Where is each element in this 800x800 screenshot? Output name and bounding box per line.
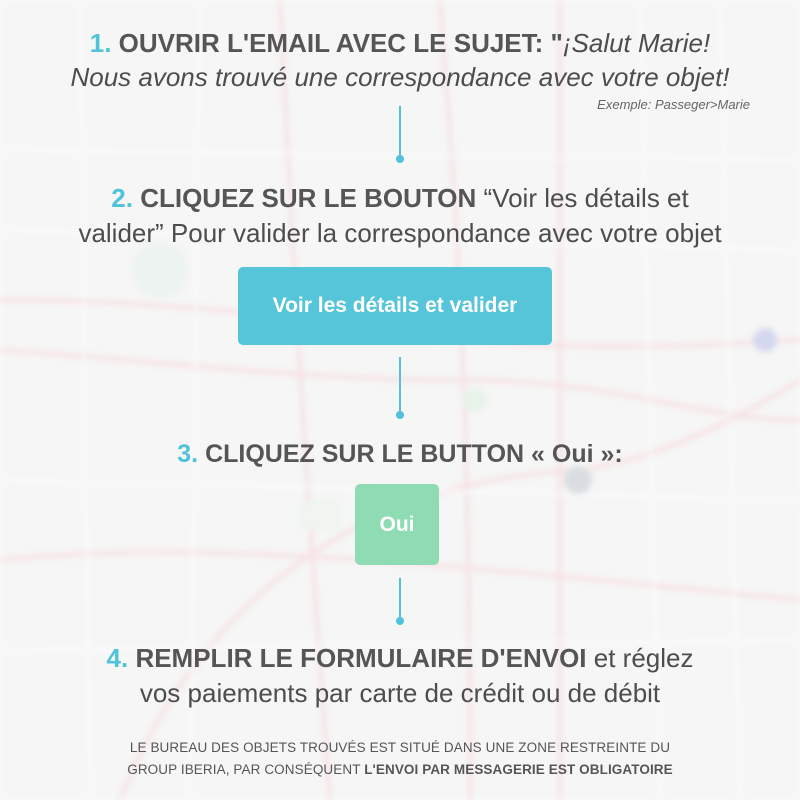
connector-line-2 [399, 357, 401, 412]
footer-notice-line2-start: GROUP IBERIA, PAR CONSÉQUENT [127, 762, 361, 777]
step-1-number: 1. [89, 28, 112, 58]
step-4-heading [0, 643, 800, 674]
step-4-text-line2: vos paiements par carte de crédit ou de débit [139, 678, 661, 708]
step-1-title: OUVRIR L'EMAIL AVEC LE SUJET: " [118, 28, 563, 58]
connector-line-3 [399, 578, 401, 618]
step-4-number: 4. [106, 643, 129, 673]
step-2-number: 2. [111, 183, 133, 213]
step-2-title: CLIQUEZ SUR LE BOUTON [140, 183, 477, 213]
step-3-heading [0, 440, 800, 469]
footer-notice-mandatory: L'ENVOI PAR MESSAGERIE EST OBLIGATOIRE [364, 762, 673, 777]
connector-line-1 [399, 106, 401, 156]
footer-notice-line2 [0, 762, 800, 777]
step-3-number: 3. [177, 440, 199, 468]
step-2-text-line2: valider” Pour valider la correspondance avec votre objet [78, 218, 722, 248]
step-1-subject-start: ¡Salut Marie! [562, 28, 711, 58]
step-2-heading [0, 183, 800, 214]
step-1-example: Exemple: Passeger>Marie [597, 97, 750, 112]
step-1-subject-line2: Nous avons trouvé une correspondance avec votre objet! [70, 62, 730, 92]
step-3-title: CLIQUEZ SUR LE BUTTON « Oui »: [205, 440, 623, 468]
connector-dot-1 [396, 155, 404, 163]
connector-dot-2 [396, 411, 404, 419]
step-2-text-line1: “Voir les détails et [483, 183, 689, 213]
view-details-and-validate-button[interactable]: Voir les détails et valider [238, 267, 552, 345]
connector-dot-3 [396, 617, 404, 625]
oui-button[interactable]: Oui [355, 484, 439, 565]
step-4-text-line1: et réglez [593, 643, 694, 673]
footer-notice-line1: LE BUREAU DES OBJETS TROUVÉS EST SITUÉ DANS UNE ZONE RESTREINTE DU [129, 740, 671, 755]
step-1-heading [0, 28, 800, 59]
step-4-title: REMPLIR LE FORMULAIRE D'ENVOI [135, 643, 587, 673]
